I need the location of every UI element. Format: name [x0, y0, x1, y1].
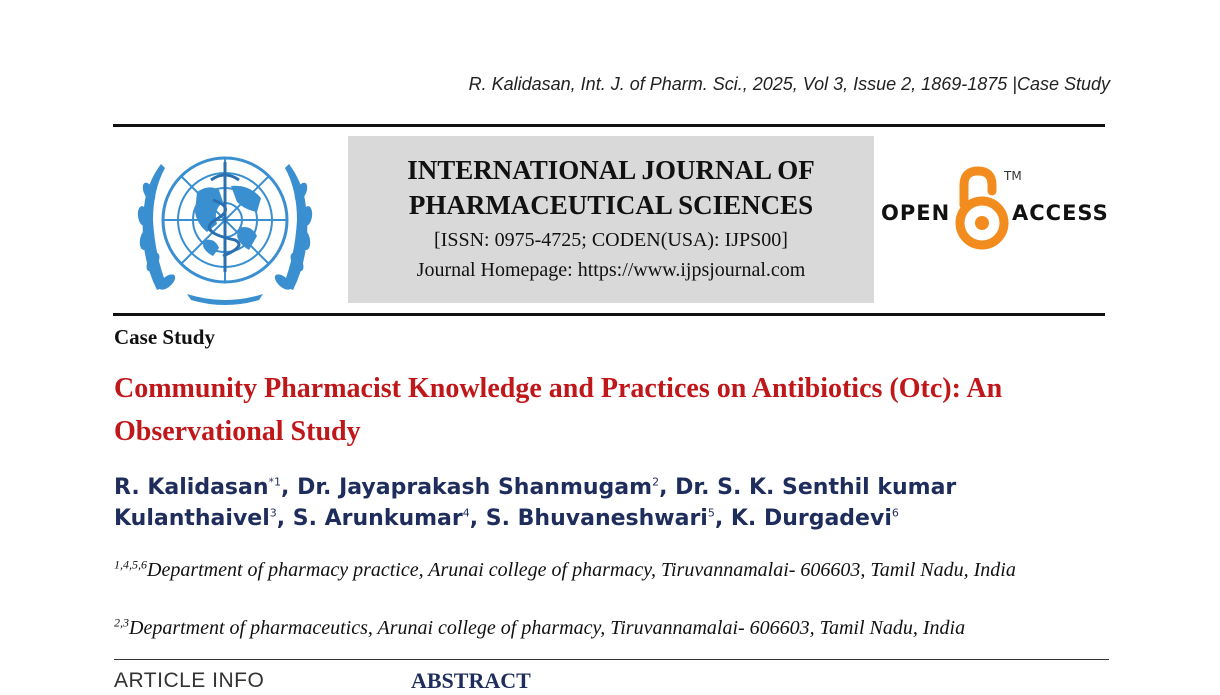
- author-affiliation-mark: *1: [268, 475, 282, 489]
- top-rule: [113, 124, 1105, 127]
- affiliation-text: Department of pharmacy practice, Arunai college of pharmacy, Tiruvannamalai- 606603, Tamil Nadu, India: [147, 559, 1016, 581]
- author-name: Dr. Jayaprakash Shanmugam: [297, 475, 653, 500]
- journal-title-box: [348, 136, 874, 303]
- article-info-heading: ARTICLE INFO: [114, 669, 265, 692]
- affiliation-text: Department of pharmaceutics, Arunai college of pharmacy, Tiruvannamalai- 606603, Tamil Nadu, India: [129, 617, 966, 639]
- author-list: R. Kalidasan$^{*1}$, Dr. Jayaprakash Shanmugam$^2$, Dr. S. K. Senthil kumar Kulanthaivel$^3$, S. Arunkumar$^4$, S. Bhuvaneshwari$^5$, K. Durgadevi$^6$: [114, 475, 957, 531]
- paper-title: Community Pharmacist Knowledge and Practices on Antibiotics (Otc): An Observational Study: [114, 373, 1003, 447]
- affiliation-mark: 2,3: [114, 615, 129, 630]
- open-access-access-label: ACCESS: [1012, 201, 1109, 225]
- journal-homepage: Journal Homepage: https://www.ijpsjournal.com: [416, 259, 806, 281]
- journal-issn: [ISSN: 0975-4725; CODEN(USA): IJPS00]: [434, 229, 788, 251]
- author-affiliation-mark: 2: [652, 475, 660, 489]
- open-lock-icon: [952, 165, 1012, 255]
- section-divider: [114, 659, 1109, 660]
- author-name: R. Kalidasan: [114, 475, 269, 500]
- journal-title-line1: INTERNATIONAL JOURNAL OF: [407, 155, 815, 185]
- article-type: Case Study: [114, 325, 215, 349]
- author-name: S. Arunkumar: [292, 506, 463, 531]
- author-name: S. Bhuvaneshwari: [485, 506, 708, 531]
- author-name: K. Durgadevi: [730, 506, 892, 531]
- affiliation-1: [114, 556, 1114, 585]
- author-affiliation-mark: 3: [269, 506, 277, 520]
- citation-header: R. Kalidasan, Int. J. of Pharm. Sci., 2025, Vol 3, Issue 2, 1869-1875 |Case Study: [468, 74, 1110, 94]
- author-affiliation-mark: 5: [707, 506, 715, 520]
- author-affiliation-mark: 6: [891, 506, 899, 520]
- journal-emblem-logo: [127, 140, 323, 306]
- author-affiliation-mark: 4: [462, 506, 470, 520]
- masthead-bottom-rule: [113, 313, 1105, 316]
- author-name: Dr. S. K. Senthil kumar Kulanthaivel: [114, 475, 957, 531]
- journal-title-line2: PHARMACEUTICAL SCIENCES: [408, 190, 814, 220]
- affiliation-2: [114, 614, 1114, 643]
- affiliation-mark: 1,4,5,6: [114, 557, 147, 572]
- abstract-heading: ABSTRACT: [411, 668, 531, 693]
- open-access-badge: [880, 165, 1108, 255]
- open-access-open-label: OPEN: [881, 201, 951, 225]
- trademark-mark: TM: [1004, 169, 1022, 183]
